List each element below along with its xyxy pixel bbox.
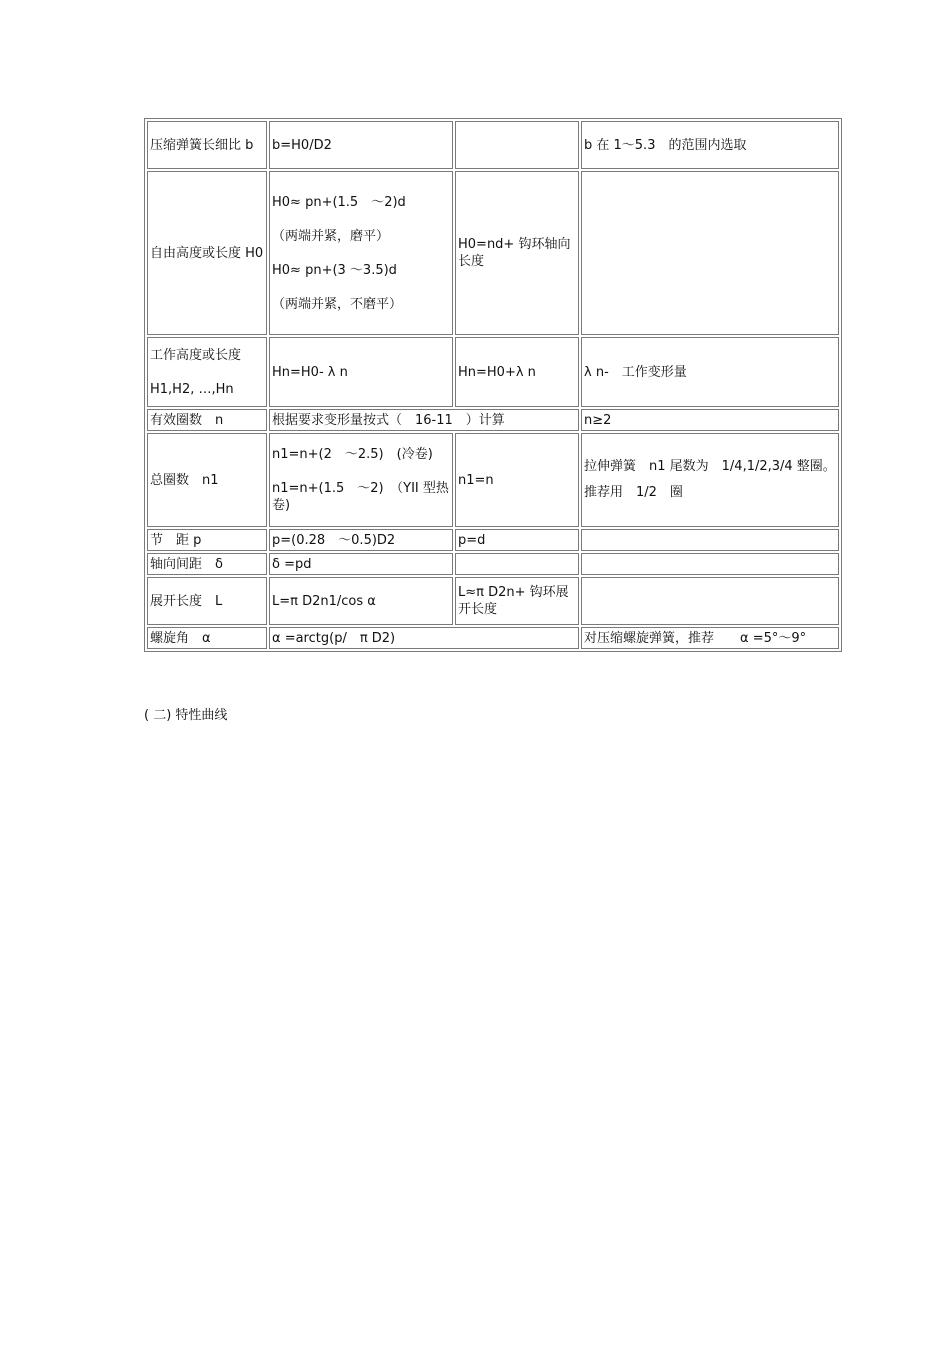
table-row [147, 337, 839, 407]
remark-cell: 对压缩螺旋弹簧，推荐 α =5°～9° [581, 627, 839, 649]
section-heading: ( 二) 特性曲线 [144, 708, 228, 723]
param-cell: 节 距 p [147, 529, 267, 551]
remark-cell: n≥2 [581, 409, 839, 431]
compression-formula-cell: b=H0/D2 [269, 121, 453, 169]
remark-cell [581, 577, 839, 625]
compression-formula-cell: α =arctg(p/ π D2) [269, 627, 579, 649]
table-row [147, 529, 839, 551]
compression-formula-cell: H0≈ pn+(1.5 ～2)d （两端并紧，磨平） H0≈ pn+(3 ～3.5)d （两端并紧，不磨平） [269, 171, 453, 335]
param-cell: 自由高度或长度 H0 [147, 171, 267, 335]
spring-parameter-table [144, 118, 842, 652]
compression-formula-cell: 根据要求变形量按式（ 16-11 ）计算 [269, 409, 579, 431]
extension-formula-cell [455, 121, 579, 169]
param-cell: 展开长度 L [147, 577, 267, 625]
remark-cell: b 在 1～5.3 的范围内选取 [581, 121, 839, 169]
param-cell: 工作高度或长度 H1,H2, …,Hn [147, 337, 267, 407]
remark-cell: 拉伸弹簧 n1 尾数为 1/4,1/2,3/4 整圈。推荐用 1/2 圈 [581, 433, 839, 527]
param-cell: 总圈数 n1 [147, 433, 267, 527]
remark-cell [581, 171, 839, 335]
param-cell: 压缩弹簧长细比 b [147, 121, 267, 169]
remark-cell: λ n- 工作变形量 [581, 337, 839, 407]
param-cell: 有效圈数 n [147, 409, 267, 431]
table-row [147, 627, 839, 649]
extension-formula-cell: n1=n [455, 433, 579, 527]
compression-formula-cell: n1=n+(2 ～2.5) (冷卷) n1=n+(1.5 ～2) （YII 型热卷) [269, 433, 453, 527]
table-row [147, 171, 839, 335]
table-row [147, 409, 839, 431]
remark-cell [581, 553, 839, 575]
table-row [147, 121, 839, 169]
compression-formula-cell: L=π D2n1/cos α [269, 577, 453, 625]
table-row [147, 433, 839, 527]
extension-formula-cell [455, 553, 579, 575]
remark-cell [581, 529, 839, 551]
extension-formula-cell: p=d [455, 529, 579, 551]
compression-formula-cell: p=(0.28 ～0.5)D2 [269, 529, 453, 551]
extension-formula-cell: L≈π D2n+ 钩环展开长度 [455, 577, 579, 625]
extension-formula-cell: Hn=H0+λ n [455, 337, 579, 407]
table-row [147, 553, 839, 575]
extension-formula-cell: H0=nd+ 钩环轴向长度 [455, 171, 579, 335]
table-row [147, 577, 839, 625]
param-cell: 螺旋角 α [147, 627, 267, 649]
compression-formula-cell: δ =pd [269, 553, 453, 575]
compression-formula-cell: Hn=H0- λ n [269, 337, 453, 407]
param-cell: 轴向间距 δ [147, 553, 267, 575]
